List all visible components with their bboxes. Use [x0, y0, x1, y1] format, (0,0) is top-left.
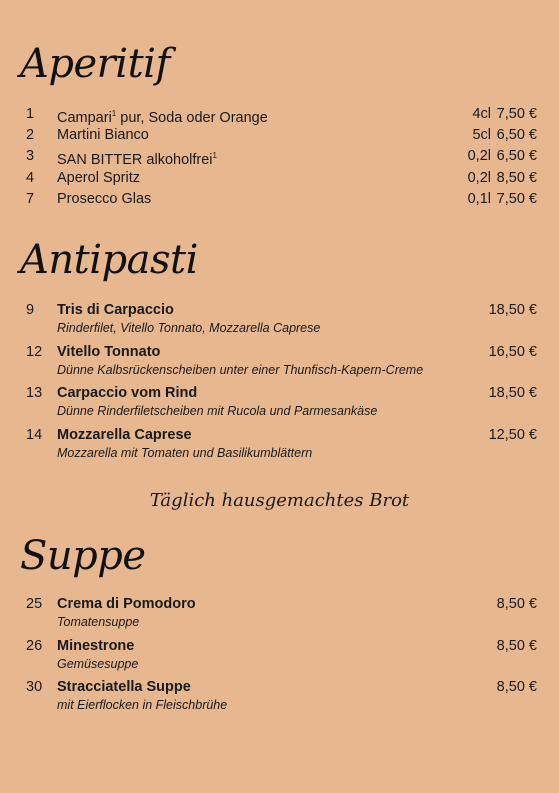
- antipasti-item: [0, 342, 559, 362]
- item-price: 12,50 €: [488, 427, 537, 443]
- item-name: SAN BITTER alkoholfrei$^1$: [57, 151, 217, 168]
- item-number: 2: [26, 127, 35, 143]
- item-name: Prosecco Glas: [57, 191, 152, 207]
- item-price: 6,50 €: [496, 127, 537, 143]
- item-description: Dünne Kalbsrückenscheiben unter einer Thunfisch-Kapern-Creme: [57, 363, 424, 377]
- item-name: Crema di Pomodoro: [57, 596, 196, 612]
- item-quantity: 0,1l: [467, 191, 491, 207]
- aperitif-item: [0, 168, 559, 188]
- section-title-antipasti: Antipasti: [20, 237, 198, 283]
- aperitif-item: [0, 125, 559, 145]
- item-description: Tomatensuppe: [57, 615, 140, 629]
- item-price: 8,50 €: [496, 679, 537, 695]
- item-description: Dünne Rinderfiletscheiben mit Rucola und Parmesankäse: [57, 404, 378, 418]
- aperitif-item: [0, 189, 559, 209]
- suppe-item: [0, 636, 559, 656]
- item-price: 6,50 €: [496, 148, 537, 164]
- item-quantity: 0,2l: [467, 148, 491, 164]
- item-price: 8,50 €: [496, 596, 537, 612]
- item-number: 4: [26, 170, 35, 186]
- antipasti-item: [0, 300, 559, 320]
- item-description: Gemüsesuppe: [57, 657, 139, 671]
- item-name: Stracciatella Suppe: [57, 679, 191, 695]
- item-number: 3: [26, 148, 35, 164]
- aperitif-item: [0, 104, 559, 124]
- item-name: Aperol Spritz: [57, 170, 141, 186]
- item-price: 7,50 €: [496, 106, 537, 122]
- item-name: Mozzarella Caprese: [57, 427, 192, 443]
- item-price: 16,50 €: [488, 344, 537, 360]
- item-price: 7,50 €: [496, 191, 537, 207]
- item-number: 26: [26, 638, 43, 654]
- item-number: 1: [26, 106, 35, 122]
- section-title-suppe: Suppe: [20, 533, 146, 579]
- item-name: Tris di Carpaccio: [57, 302, 174, 318]
- item-price: 18,50 €: [488, 302, 537, 318]
- item-number: 7: [26, 191, 35, 207]
- item-number: 13: [26, 385, 43, 401]
- item-number: 25: [26, 596, 43, 612]
- bread-note: Täglich hausgemachtes Brot: [149, 490, 410, 511]
- item-number: 30: [26, 679, 43, 695]
- item-price: 8,50 €: [496, 638, 537, 654]
- item-name: Campari$^1$ pur, Soda oder Orange: [57, 109, 268, 126]
- item-price: 18,50 €: [488, 385, 537, 401]
- item-description: Rinderfilet, Vitello Tonnato, Mozzarella Caprese: [57, 321, 321, 335]
- antipasti-item: [0, 383, 559, 403]
- item-description: Mozzarella mit Tomaten und Basilikumblättern: [57, 446, 313, 460]
- item-price: 8,50 €: [496, 170, 537, 186]
- antipasti-item: [0, 425, 559, 445]
- aperitif-item: [0, 146, 559, 166]
- item-number: 12: [26, 344, 43, 360]
- item-description: mit Eierflocken in Fleischbrühe: [57, 698, 228, 712]
- section-title-aperitif: Aperitif: [20, 41, 170, 87]
- item-number: 9: [26, 302, 35, 318]
- suppe-item: [0, 677, 559, 697]
- item-name: Martini Bianco: [57, 127, 149, 143]
- item-name: Carpaccio vom Rind: [57, 385, 198, 401]
- item-quantity: 4cl: [472, 106, 491, 122]
- item-name: Vitello Tonnato: [57, 344, 161, 360]
- item-name: Minestrone: [57, 638, 135, 654]
- item-number: 14: [26, 427, 43, 443]
- item-quantity: 0,2l: [467, 170, 491, 186]
- item-quantity: 5cl: [472, 127, 491, 143]
- suppe-item: [0, 594, 559, 614]
